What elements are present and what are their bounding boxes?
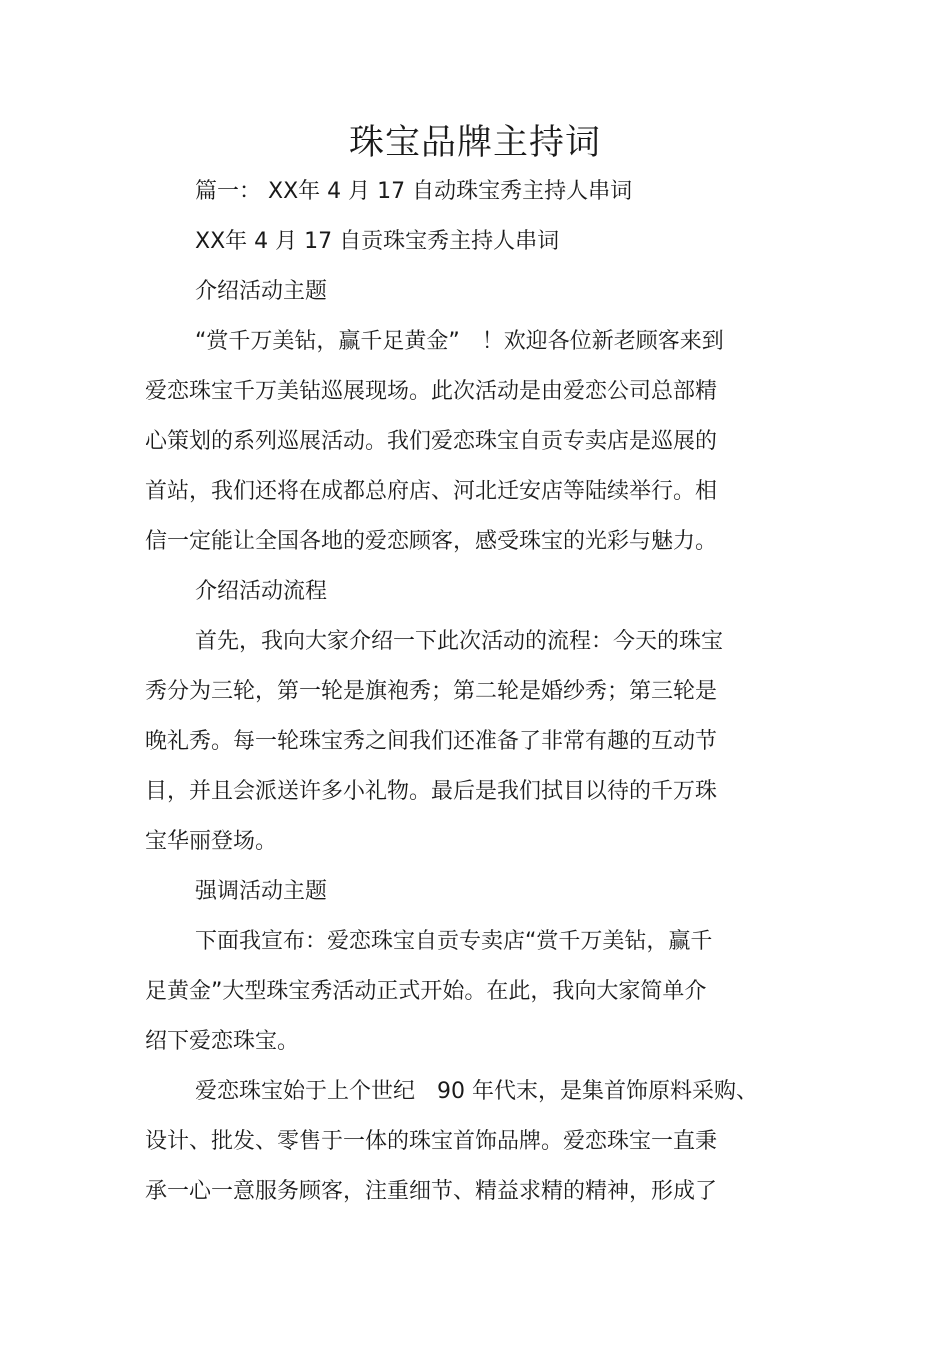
paragraph-line: 设计、批发、零售于一体的珠宝首饰品牌。爱恋珠宝一直秉 xyxy=(145,1129,718,1154)
paragraph-line: 爱恋珠宝始于上个世纪 90 年代末，是集首饰原料采购、 xyxy=(195,1079,758,1104)
paragraph-line: 晚礼秀。每一轮珠宝秀之间我们还准备了非常有趣的互动节 xyxy=(145,729,718,754)
paragraph-line: 首站，我们还将在成都总府店、河北迁安店等陆续举行。相 xyxy=(145,479,718,504)
paragraph-line: 秀分为三轮，第一轮是旗袍秀；第二轮是婚纱秀；第三轮是 xyxy=(145,679,718,704)
paragraph-line: 首先，我向大家介绍一下此次活动的流程：今天的珠宝 xyxy=(195,629,724,654)
paragraph-line: 足黄金”大型珠宝秀活动正式开始。在此，我向大家简单介 xyxy=(145,979,707,1004)
paragraph-line: 心策划的系列巡展活动。我们爱恋珠宝自贡专卖店是巡展的 xyxy=(145,429,718,454)
section-heading-flow: 介绍活动流程 xyxy=(195,579,328,604)
paragraph-line: 下面我宣布：爱恋珠宝自贡专卖店“赏千万美钻，赢千 xyxy=(195,929,713,954)
section-heading-theme: 介绍活动主题 xyxy=(195,279,328,304)
paragraph-line: 目，并且会派送许多小礼物。最后是我们拭目以待的千万珠 xyxy=(145,779,718,804)
document-title: 珠宝品牌主持词 xyxy=(348,123,601,163)
paragraph-line: 信一定能让全国各地的爱恋顾客，感受珠宝的光彩与魅力。 xyxy=(145,529,718,554)
paragraph-line: 绍下爱恋珠宝。 xyxy=(145,1029,300,1054)
paragraph-line: 宝华丽登场。 xyxy=(145,829,278,854)
subtitle-line: XX年 4 月 17 自贡珠宝秀主持人串词 xyxy=(195,229,560,254)
paragraph-line: “赏千万美钻，赢千足黄金” ！欢迎各位新老顾客来到 xyxy=(195,329,724,354)
paragraph-line: 爱恋珠宝千万美钻巡展现场。此次活动是由爱恋公司总部精 xyxy=(145,379,718,404)
paragraph-line: 承一心一意服务顾客，注重细节、精益求精的精神，形成了 xyxy=(145,1179,718,1204)
section-heading-emphasis: 强调活动主题 xyxy=(195,879,328,904)
heading-article-one: 篇一： XX年 4 月 17 自动珠宝秀主持人串词 xyxy=(195,179,633,204)
